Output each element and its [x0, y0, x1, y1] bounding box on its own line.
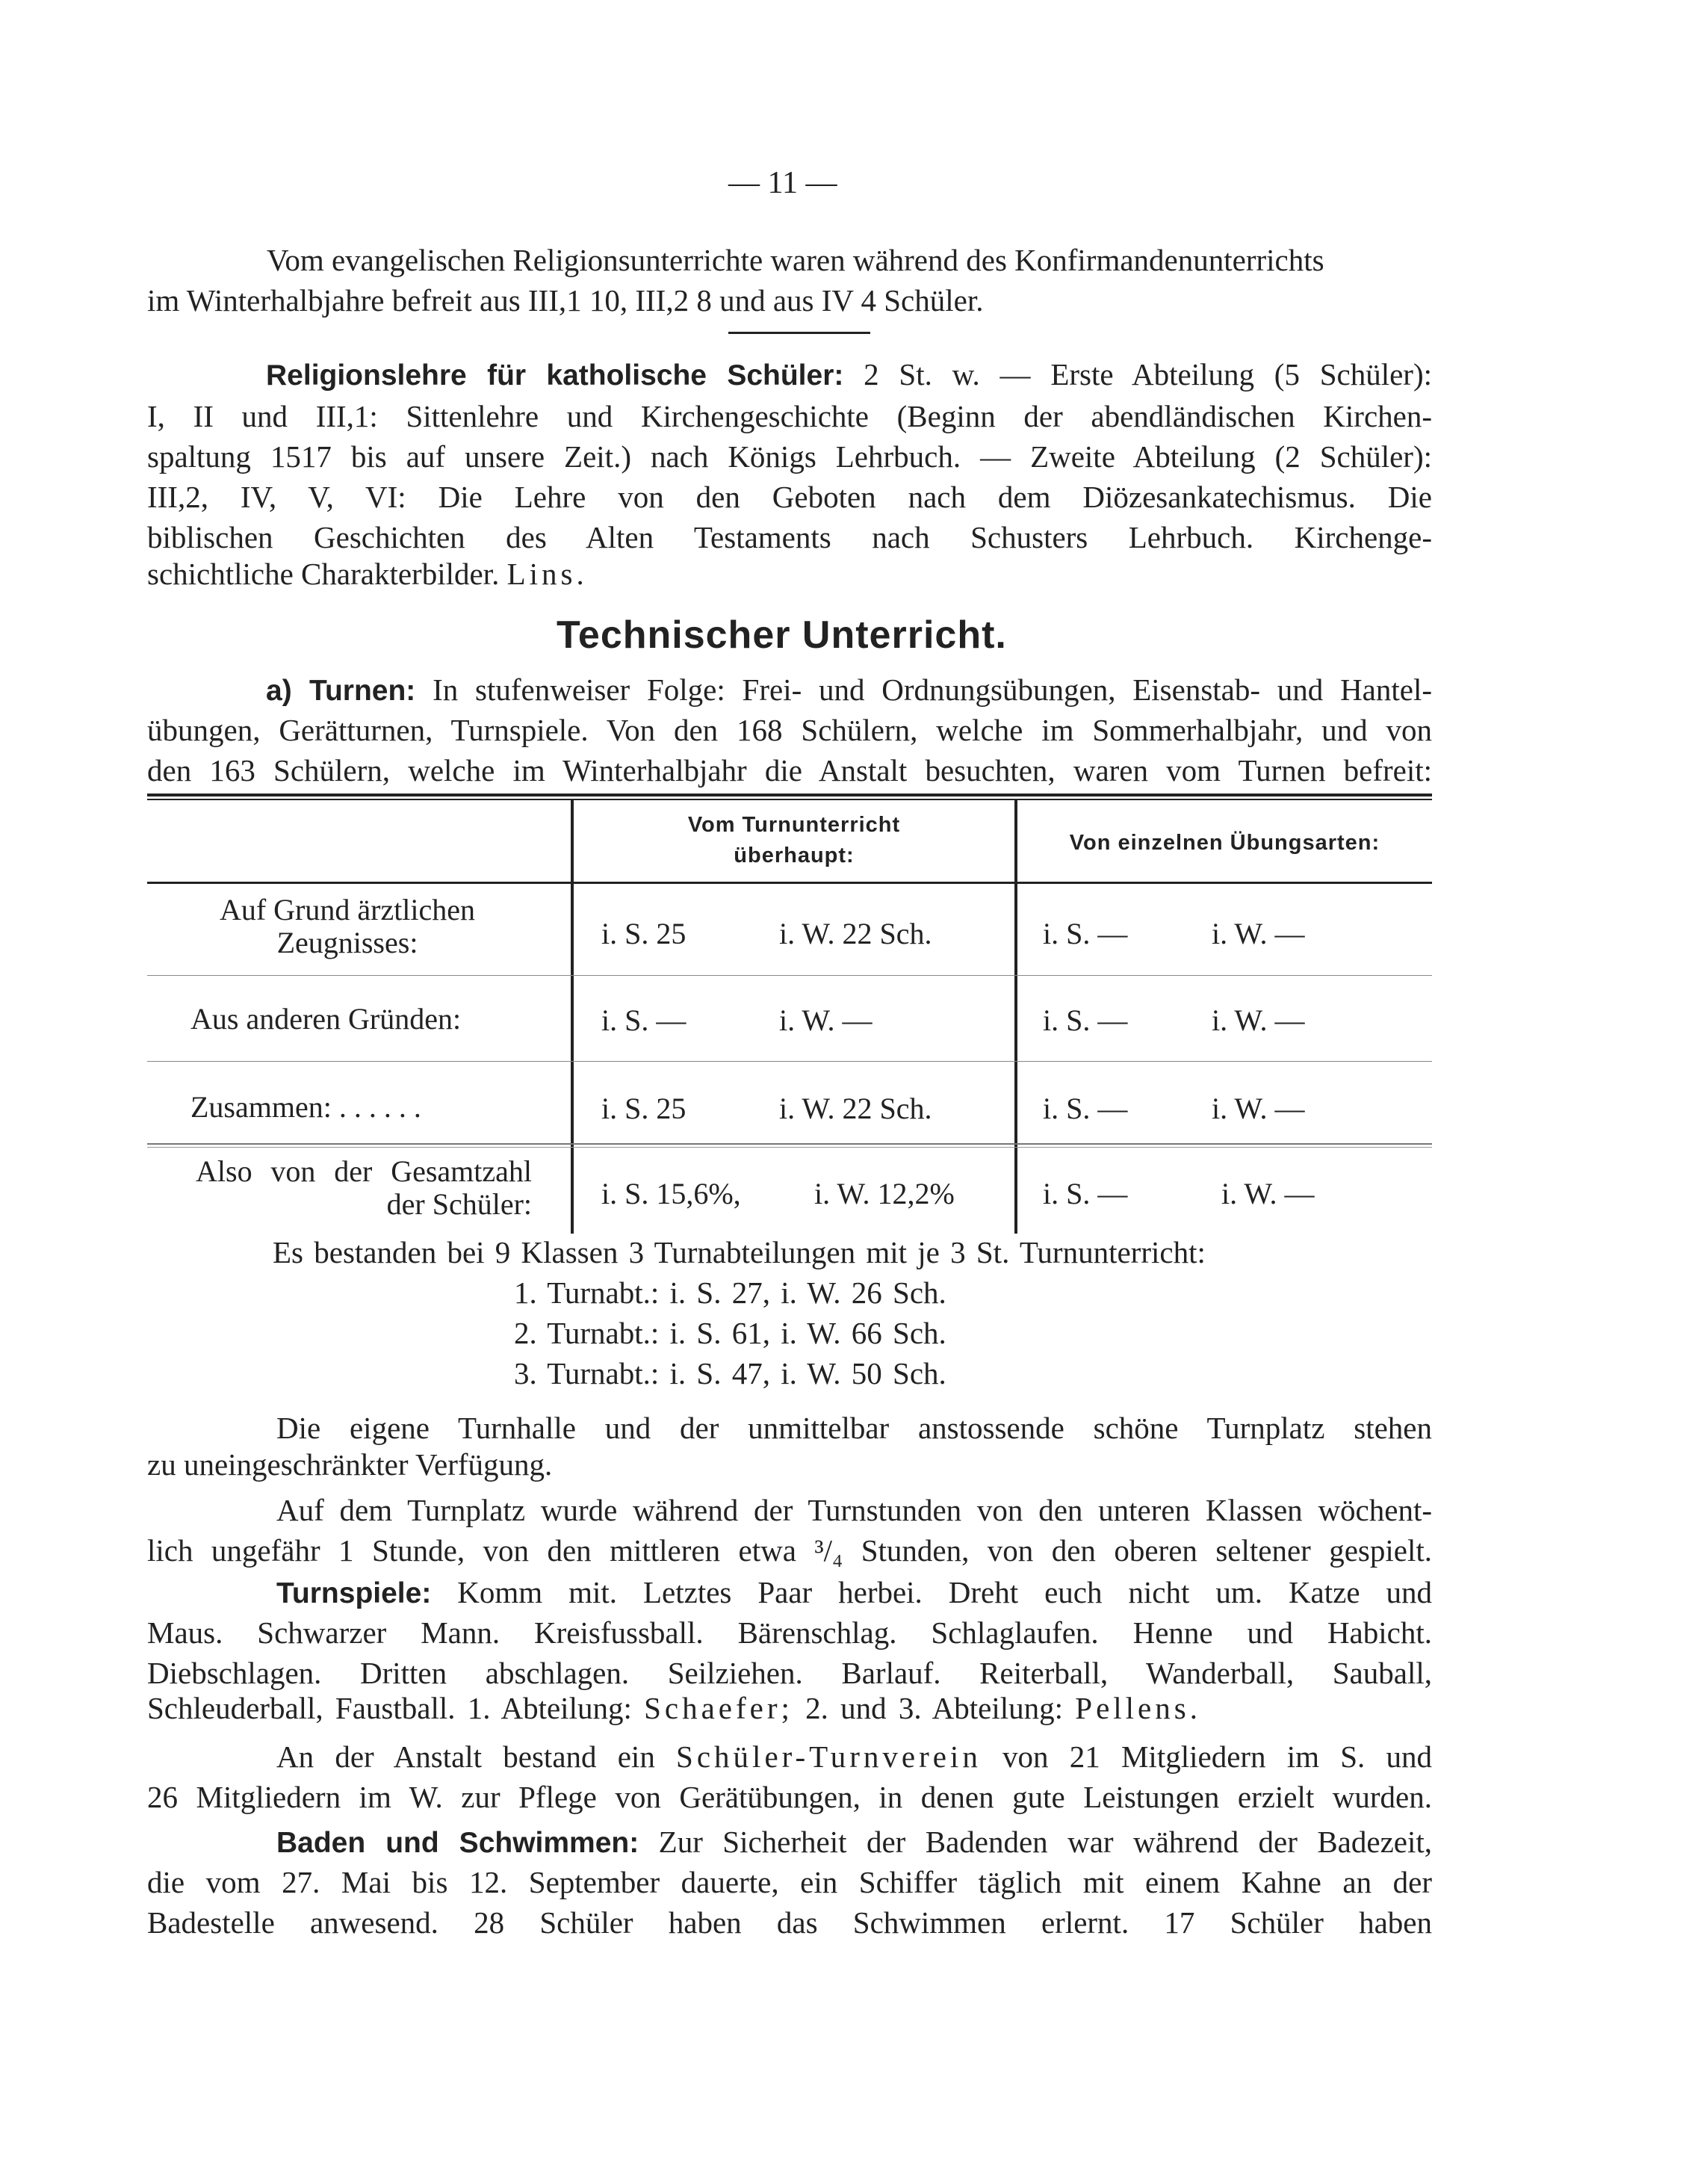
table-cell: i. S. 15,6%,: [601, 1177, 741, 1210]
club-line-1-text-b: von 21 Mitgliedern im S. und: [1002, 1739, 1433, 1774]
table-row-label: Auf Grund ärztlichen Zeugnisses:: [219, 893, 476, 959]
games-heading: Turnspiele:: [276, 1577, 432, 1609]
group-item: 3. Turnabt.: i. S. 47, i. W. 50 Sch.: [514, 1356, 946, 1390]
club-line-1-text-a: An der Anstalt bestand ein: [276, 1739, 655, 1774]
turnen-line-1: [266, 669, 1432, 711]
games-line-1-text: Komm mit. Letztes Paar herbei. Dreht euch nicht um. Katze und: [457, 1575, 1432, 1609]
swim-line-2: die vom 27. Mai bis 12. September dauerte, ein Schiffer täglich mit einem Kahne an der: [147, 1865, 1432, 1899]
hall-line-1: Die eigene Turnhalle und der unmittelbar anstossende schöne Turnplatz stehen: [276, 1411, 1432, 1445]
page-number: — 11 —: [728, 166, 837, 200]
religion-line-2: I, II und III,1: Sittenlehre und Kirchengeschichte (Beginn der abendländischen Kirchen-: [147, 399, 1432, 433]
table-row-rule: [147, 975, 1432, 976]
turnen-line-3: den 163 Schülern, welche im Winterhalbjahr die Anstalt besuchten, waren vom Turnen befreit:: [147, 753, 1432, 788]
club-line-2: 26 Mitgliedern im W. zur Pflege von Gerätübungen, in denen gute Leistungen erzielt wurden.: [147, 1780, 1432, 1814]
section-divider: [728, 332, 870, 334]
games-teacher-1: Schaefer;: [644, 1691, 793, 1725]
table-cell: i. S. —: [1043, 1092, 1128, 1125]
table-row-label: Zusammen: . . . . . .: [190, 1090, 421, 1124]
religion-heading: Religionslehre für katholische Schüler:: [266, 359, 844, 392]
play-line-2: lich ungefähr 1 Stunde, von den mittleren etwa ³/₄ Stunden, von den oberen seltener gespielt.: [147, 1533, 1432, 1568]
group-item: 1. Turnabt.: i. S. 27, i. W. 26 Sch.: [514, 1275, 946, 1310]
table-cell: i. S. 25: [601, 1092, 687, 1125]
table-row-rule: [147, 1061, 1432, 1062]
religion-line-3: spaltung 1517 bis auf unsere Zeit.) nach Königs Lehrbuch. — Zweite Abteilung (2 Schüler):: [147, 439, 1432, 474]
religion-line-1: [266, 354, 1432, 396]
religion-line-5: biblischen Geschichten des Alten Testaments nach Schusters Lehrbuch. Kirchenge-: [147, 520, 1432, 554]
games-line-4: [147, 1693, 1201, 1724]
games-line-4-text-a: Schleuderball, Faustball. 1. Abteilung:: [147, 1691, 632, 1725]
groups-intro: Es bestanden bei 9 Klassen 3 Turnabteilungen mit je 3 St. Turnunterricht:: [273, 1235, 1206, 1269]
table-header-col1-line2: überhaupt:: [734, 843, 855, 867]
table-cell: i. W. 12,2%: [814, 1177, 955, 1210]
intro-line-2: im Winterhalbjahre befreit aus III,1 10, III,2 8 und aus IV 4 Schüler.: [147, 283, 984, 318]
games-line-4-text-b: 2. und 3. Abteilung:: [805, 1691, 1064, 1725]
table-header-col1: [574, 810, 1014, 870]
turnen-line-1-text: In stufenweiser Folge: Frei- und Ordnungsübungen, Eisenstab- und Hantel-: [433, 672, 1433, 707]
religion-line-1-text: 2 St. w. — Erste Abteilung (5 Schüler):: [864, 357, 1432, 392]
turnen-heading: a) Turnen:: [266, 675, 416, 707]
intro-line-1: Vom evangelischen Religionsunterrichte waren während des Konfirmandenunterrichts: [267, 243, 1324, 277]
table-cell: i. S. 25: [601, 917, 687, 950]
play-line-1: Auf dem Turnplatz wurde während der Turnstunden von den unteren Klassen wöchent-: [276, 1493, 1432, 1527]
hall-line-2: zu uneingeschränkter Verfügung.: [147, 1447, 553, 1482]
table-row-rule: [147, 1147, 1432, 1148]
turnen-line-2: übungen, Gerätturnen, Turnspiele. Von den 168 Schülern, welche im Sommerhalbjahr, und von: [147, 713, 1432, 747]
table-cell: i. S. —: [1043, 1003, 1128, 1037]
group-item: 2. Turnabt.: i. S. 61, i. W. 66 Sch.: [514, 1316, 946, 1350]
section-title: Technischer Unterricht.: [557, 613, 1007, 657]
religion-line-4: III,2, IV, V, VI: Die Lehre von den Geboten nach dem Diözesankatechismus. Die: [147, 480, 1432, 514]
table-header-col1-line1: Vom Turnunterricht: [687, 813, 901, 837]
swim-line-3: Badestelle anwesend. 28 Schüler haben das Schwimmen erlernt. 17 Schüler haben: [147, 1905, 1432, 1940]
games-line-2: Maus. Schwarzer Mann. Kreisfussball. Bärenschlag. Schlaglaufen. Henne und Habicht.: [147, 1615, 1432, 1650]
swim-heading: Baden und Schwimmen:: [276, 1827, 639, 1859]
table-row-label: Aus anderen Gründen:: [190, 1002, 462, 1036]
table-cell: i. W. 22 Sch.: [779, 1092, 932, 1125]
religion-teacher: Lins.: [506, 557, 588, 591]
table-col-divider-2: [1014, 800, 1017, 1234]
table-cell: i. W. —: [779, 1003, 873, 1037]
table-row-rule: [147, 1143, 1432, 1145]
table-header-col2: Von einzelnen Übungsarten:: [1069, 831, 1380, 855]
club-name: Schüler-Turnverein: [676, 1739, 982, 1774]
swim-line-1: [276, 1822, 1432, 1863]
table-cell: i. W. 22 Sch.: [779, 917, 932, 950]
table-top-rule-2: [147, 799, 1432, 800]
table-cell: i. W. —: [1212, 1092, 1305, 1125]
table-header-rule: [147, 882, 1432, 884]
religion-line-6-text: schichtliche Charakterbilder.: [147, 557, 500, 591]
table-cell: i. W. —: [1212, 1003, 1305, 1037]
table-cell: i. S. —: [1043, 917, 1128, 950]
table-cell: i. S. —: [601, 1003, 687, 1037]
club-line-1: [276, 1736, 1432, 1778]
games-line-3: Diebschlagen. Dritten abschlagen. Seilziehen. Barlauf. Reiterball, Wanderball, Sauball,: [147, 1656, 1432, 1690]
swim-line-1-text: Zur Sicherheit der Badenden war während der Badezeit,: [658, 1825, 1432, 1859]
table-cell: i. W. —: [1212, 917, 1305, 950]
table-cell: i. S. —: [1043, 1177, 1128, 1210]
table-cell: i. W. —: [1221, 1177, 1315, 1210]
table-row-label: Also von der Gesamtzahl der Schüler:: [196, 1154, 532, 1221]
games-teacher-2: Pellens.: [1075, 1691, 1201, 1725]
religion-line-6: [147, 559, 588, 590]
games-line-1: [276, 1572, 1432, 1614]
table-top-rule: [147, 794, 1432, 796]
